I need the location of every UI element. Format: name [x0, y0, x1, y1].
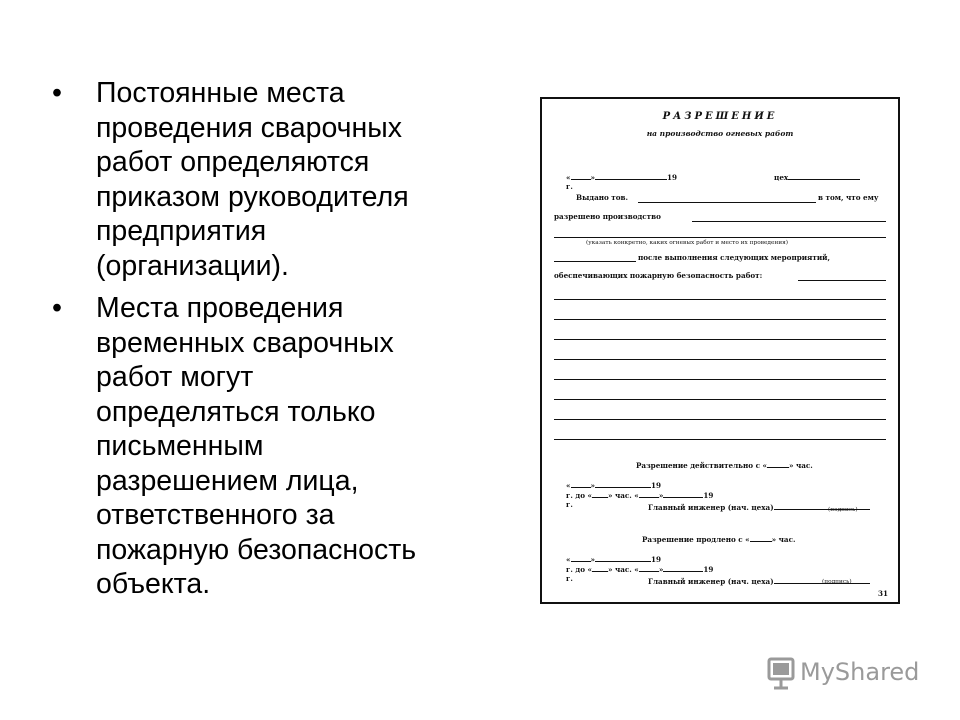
- form-rule: [554, 237, 886, 238]
- form-rule: [554, 379, 886, 380]
- form-extended-dates: « » 19 г. до « » час. « » 19 г.: [566, 555, 714, 583]
- form-rule: [692, 221, 886, 222]
- form-rule: [554, 319, 886, 320]
- form-after-measures: после выполнения следующих мероприятий,: [638, 253, 830, 262]
- permit-form-image: [540, 97, 900, 604]
- form-issued-to: Выдано тов.: [576, 193, 629, 202]
- form-rule: [554, 439, 886, 440]
- form-valid-dates: « » 19 г. до « » час. « » 19 г.: [566, 481, 714, 509]
- form-rule: [554, 359, 886, 360]
- bullet-text: Места проведения временных сварочных работ могут определяться только письменным разрешением лица, ответственного за пожарную безопасность объекта.: [96, 292, 417, 600]
- form-extended: Разрешение продлено с « » час.: [642, 535, 796, 544]
- presentation-board-icon: [766, 656, 796, 690]
- form-chief-1: Главный инженер (нач. цеха): [638, 493, 870, 521]
- form-rule: [554, 399, 886, 400]
- form-chief-2: Главный инженер (нач. цеха): [638, 567, 870, 595]
- form-in-that: в том, что ему: [818, 193, 879, 202]
- form-rule: [554, 261, 636, 262]
- bullet-text: Постоянные места проведения сварочных работ определяются приказом руководителя предприятия (организации).: [96, 77, 409, 282]
- form-rule: [638, 202, 816, 203]
- form-subtitle: на производство огневых работ: [646, 129, 794, 138]
- form-permitted: разрешено производство: [554, 212, 661, 221]
- myshared-logo[interactable]: [766, 656, 926, 692]
- form-specify-note: (указать конкретно, каких огневых работ и место их проведения): [586, 240, 789, 246]
- bullet-symbol: •: [52, 77, 62, 109]
- form-valid-from: Разрешение действительно с « » час.: [636, 461, 813, 470]
- form-page-number: 31: [878, 589, 889, 598]
- form-rule: [554, 419, 886, 420]
- form-signature-1: (подпись): [828, 507, 858, 513]
- bullet-item: [52, 291, 472, 602]
- form-rule: [554, 339, 886, 340]
- form-title: РАЗРЕШЕНИЕ: [662, 111, 778, 122]
- form-shop: цех: [764, 163, 860, 191]
- bullet-item: [52, 76, 472, 283]
- bullet-list: [52, 76, 472, 610]
- form-rule: [554, 299, 886, 300]
- form-rule: [798, 280, 886, 281]
- form-ensuring: обеспечивающих пожарную безопасность работ:: [554, 271, 763, 280]
- logo-text: MyShared: [800, 658, 920, 686]
- bullet-symbol: •: [52, 292, 62, 324]
- form-signature-2: (подпись): [822, 579, 852, 585]
- form-date-row: « » 19 г.: [566, 173, 678, 191]
